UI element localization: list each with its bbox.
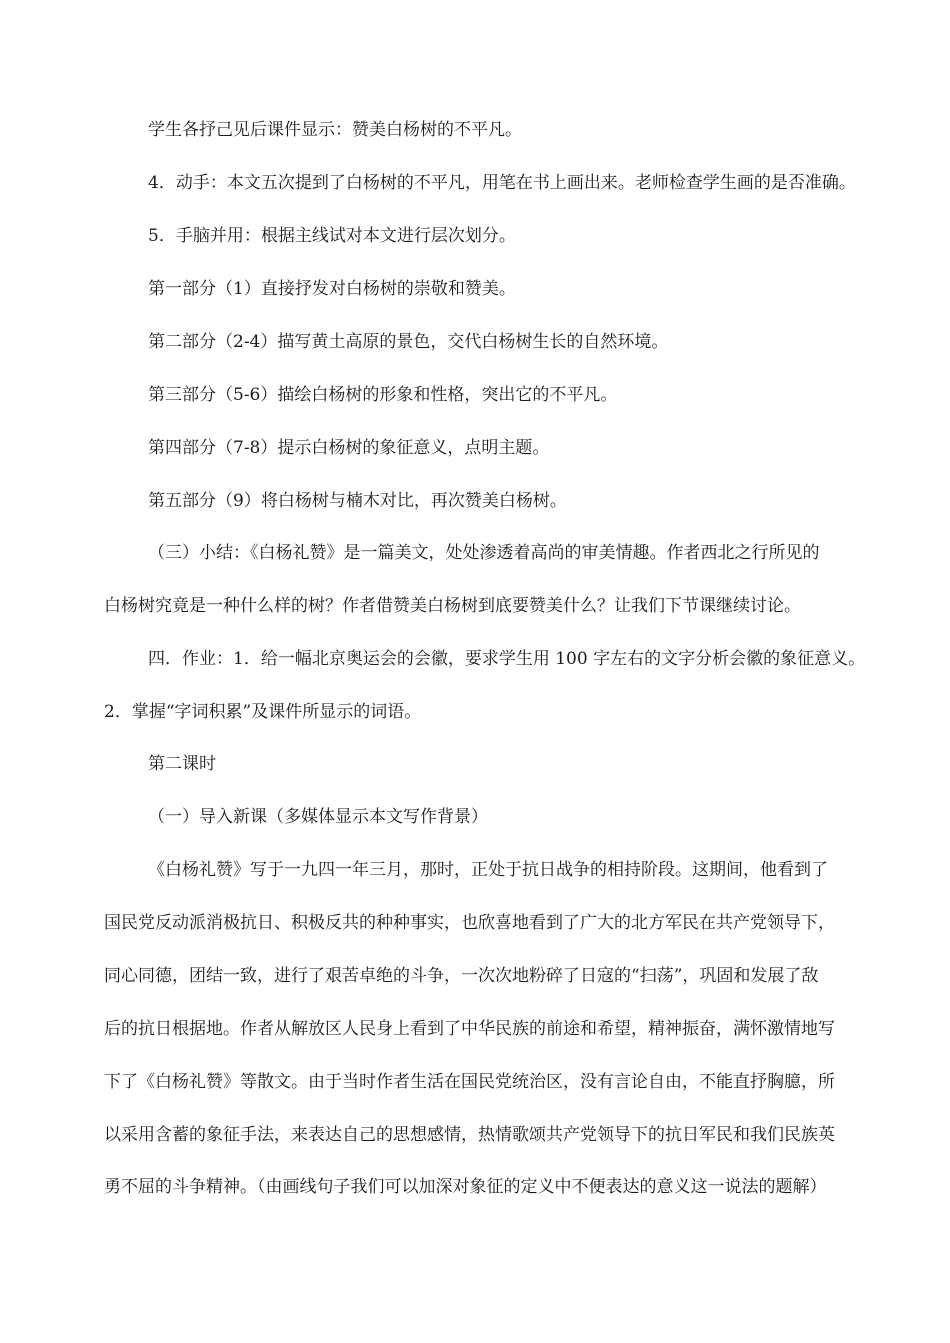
text-line: 同心同德，团结一致，进行了艰苦卓绝的斗争，一次次地粉碎了日寇的“扫荡”，巩固和发展了敌 — [104, 966, 819, 986]
text-line: 学生各抒己见后课件显示：赞美白杨树的不平凡。 — [148, 120, 522, 140]
text-line: 第四部分（7-8）提示白杨树的象征意义，点明主题。 — [148, 438, 550, 458]
text-line: （一）导入新课（多媒体显示本文写作背景） — [148, 807, 488, 827]
text-line: 2．掌握“字词积累”及课件所显示的词语。 — [104, 702, 422, 722]
text-line: 以采用含蓄的象征手法，来表达自己的思想感情，热情歌颂共产党领导下的抗日军民和我们民族英 — [104, 1125, 835, 1145]
text-line: 第一部分（1）直接抒发对白杨树的崇敬和赞美。 — [148, 279, 516, 299]
text-line: 第三部分（5-6）描绘白杨树的形象和性格，突出它的不平凡。 — [148, 385, 618, 405]
text-line: 《白杨礼赞》写于一九四一年三月，那时，正处于抗日战争的相持阶段。这期间，他看到了 — [148, 860, 828, 880]
text-line: 第二部分（2-4）描写黄土高原的景色，交代白杨树生长的自然环境。 — [148, 332, 669, 352]
text-line: 勇不屈的斗争精神。（由画线句子我们可以加深对象征的定义中不便表达的意义这一说法的题解） — [104, 1177, 827, 1197]
text-line: （三）小结：《白杨礼赞》是一篇美文，处处渗透着高尚的审美情趣。作者西北之行所见的 — [148, 543, 820, 563]
text-line: 第五部分（9）将白杨树与楠木对比，再次赞美白杨树。 — [148, 491, 567, 511]
text-line: 四．作业：1．给一幅北京奥运会的会徽，要求学生用 100 字左右的文字分析会徽的象征意义。 — [148, 649, 866, 669]
text-line: 5．手脑并用：根据主线试对本文进行层次划分。 — [148, 226, 516, 246]
text-line: 白杨树究竟是一种什么样的树？作者借赞美白杨树到底要赞美什么？让我们下节课继续讨论。 — [104, 596, 801, 616]
text-line: 后的抗日根据地。作者从解放区人民身上看到了中华民族的前途和希望，精神振奋，满怀激情地写 — [104, 1019, 835, 1039]
text-line: 下了《白杨礼赞》等散文。由于当时作者生活在国民党统治区，没有言论自由，不能直抒胸臆，所 — [104, 1072, 835, 1092]
text-line: 4．动手：本文五次提到了白杨树的不平凡，用笔在书上画出来。老师检查学生画的是否准确。 — [148, 173, 856, 193]
text-line: 国民党反动派消极抗日、积极反共的种种事实，也欣喜地看到了广大的北方军民在共产党领导下， — [104, 913, 835, 933]
section-heading: 第二课时 — [148, 754, 216, 774]
